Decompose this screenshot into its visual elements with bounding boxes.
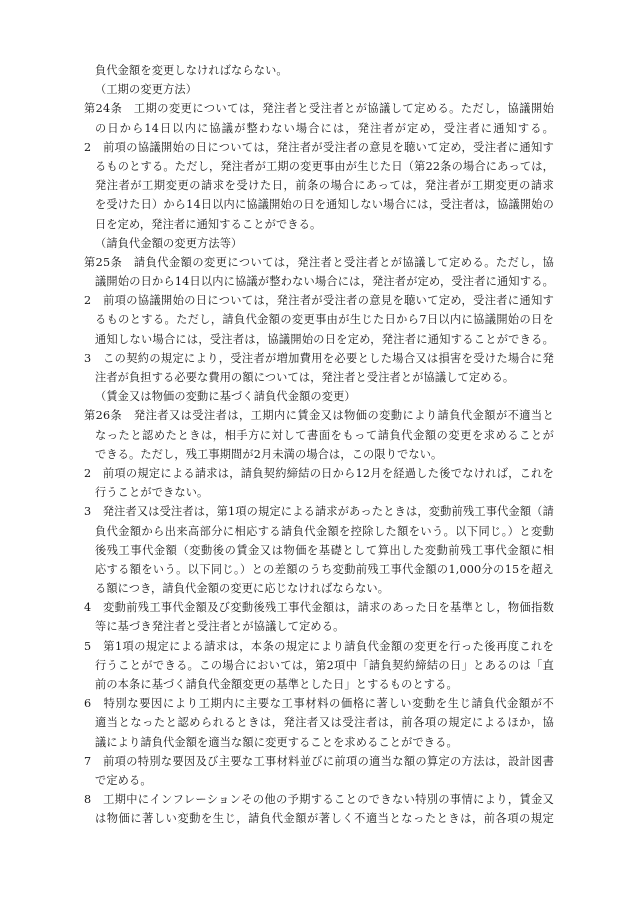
section-heading: （賃金又は物価の変動に基づく請負代金額の変更） (95, 390, 356, 404)
paragraph-2: 2 前項の協議開始の日については，発注者が受注者の意見を聴いて定め，受注者に通知す (84, 294, 554, 308)
text-line: 議開始の日から14日以内に協議が整わない場合には，発注者が定め，受注者に通知する。 (95, 275, 554, 289)
text-line: で定める。 (95, 773, 152, 787)
text-line: 行うことができない。 (95, 486, 209, 500)
paragraph-5: 5 第1項の規定による請求は，本条の規定により請負代金額の変更を行った後再度これを (84, 639, 554, 653)
section-heading: （工期の変更方法） (95, 83, 198, 97)
text-line: 注者が負担する必要な費用の額については，発注者と受注者とが協議して定める。 (95, 371, 515, 384)
text-line: 行うことができる。この場合においては，第2項中「請負契約締結の日」とあるのは「直 (95, 658, 554, 672)
text-line: は物価に著しい変動を生じ，請負代金額が著しく不適当となったときは，前各項の規定 (95, 812, 554, 826)
text-line: 通知しない場合には，受注者は，協議開始の日を定め，発注者に通知することができる。 (95, 332, 554, 346)
text-line: の日から14日以内に協議が整わない場合には，発注者が定め，受注者に通知する。 (95, 121, 554, 135)
paragraph-6: 6 特別な要因により工期内に主要な工事材料の価格に著しい変動を生じ請負代金額が不 (84, 697, 554, 711)
text-line: 負代金額から出来高部分に相応する請負代金額を控除した額をいう。以下同じ。）と変動 (95, 524, 554, 538)
article-26: 第26条 発注者又は受注者は，工期内に賃金又は物価の変動により請負代金額が不適当と (84, 409, 554, 423)
text-line: を受けた日）から14日以内に協議開始の日を通知しない場合には，受注者は，協議開始の (95, 198, 554, 212)
paragraph-2: 2 前項の規定による請求は，請負契約締結の日から12月を経過した後でなければ，これを (84, 466, 554, 480)
text-line: 前の本条に基づく請負代金額変更の基準とした日」とするものとする。 (95, 678, 458, 691)
paragraph-2: 2 前項の協議開始の日については，発注者が受注者の意見を聴いて定め，受注者に通知す (84, 140, 554, 154)
text-line: 議により請負代金額を適当な額に変更することを求めることができる。 (95, 735, 458, 749)
paragraph-7: 7 前項の特別な要因及び主要な工事材料並びに前項の適当な額の算定の方法は，設計図書 (84, 754, 554, 768)
text-line: 負代金額を変更しなければならない。 (95, 64, 288, 77)
text-line: 適当となったと認められるときは，発注者又は受注者は，前各項の規定によるほか，協 (95, 716, 554, 730)
text-line: できる。ただし，残工事期間が2月未満の場合は，この限りでない。 (95, 447, 443, 461)
article-24: 第24条 工期の変更については，発注者と受注者とが協議して定める。ただし，協議開始 (84, 102, 554, 116)
paragraph-4: 4 変動前残工事代金額及び変動後残工事代金額は，請求のあった日を基準とし，物価指数 (84, 601, 554, 615)
text-line: 発注者が工期変更の請求を受けた日，前条の場合にあっては，発注者が工期変更の請求 (95, 179, 554, 193)
text-line: 後残工事代金額（変動後の賃金又は物価を基礎として算出した変動前残工事代金額に相 (95, 543, 554, 557)
paragraph-8: 8 工期中にインフレーションその他の予期することのできない特別の事情により，賃金又 (84, 793, 554, 807)
text-line: る額につき，請負代金額の変更に応じなければならない。 (95, 582, 390, 596)
text-line: 日を定め，発注者に通知することができる。 (95, 217, 322, 231)
text-line: 応する額をいう。以下同じ。）との差額のうち変動前残工事代金額の1,000分の15を超え (95, 562, 554, 576)
contract-text-body (84, 61, 554, 829)
paragraph-3: 3 この契約の規定により，受注者が増加費用を必要とした場合又は損害を受けた場合に発 (84, 351, 554, 365)
section-heading: （請負代金額の変更方法等） (95, 236, 243, 250)
article-25: 第25条 請負代金額の変更については，発注者と受注者とが協議して定める。ただし，協 (84, 255, 554, 269)
text-line: なったと認めたときは，相手方に対して書面をもって請負代金額の変更を求めることが (95, 428, 554, 442)
text-line: るものとする。ただし，請負代金額の変更事由が生じた日から7日以内に協議開始の日を (95, 313, 554, 327)
paragraph-3: 3 発注者又は受注者は，第1項の規定による請求があったときは，変動前残工事代金額（請 (84, 505, 554, 519)
text-line: るものとする。ただし，発注者が工期の変更事由が生じた日（第22条の場合にあっては， (95, 159, 554, 173)
text-line: 等に基づき発注者と受注者とが協議して定める。 (95, 620, 345, 634)
